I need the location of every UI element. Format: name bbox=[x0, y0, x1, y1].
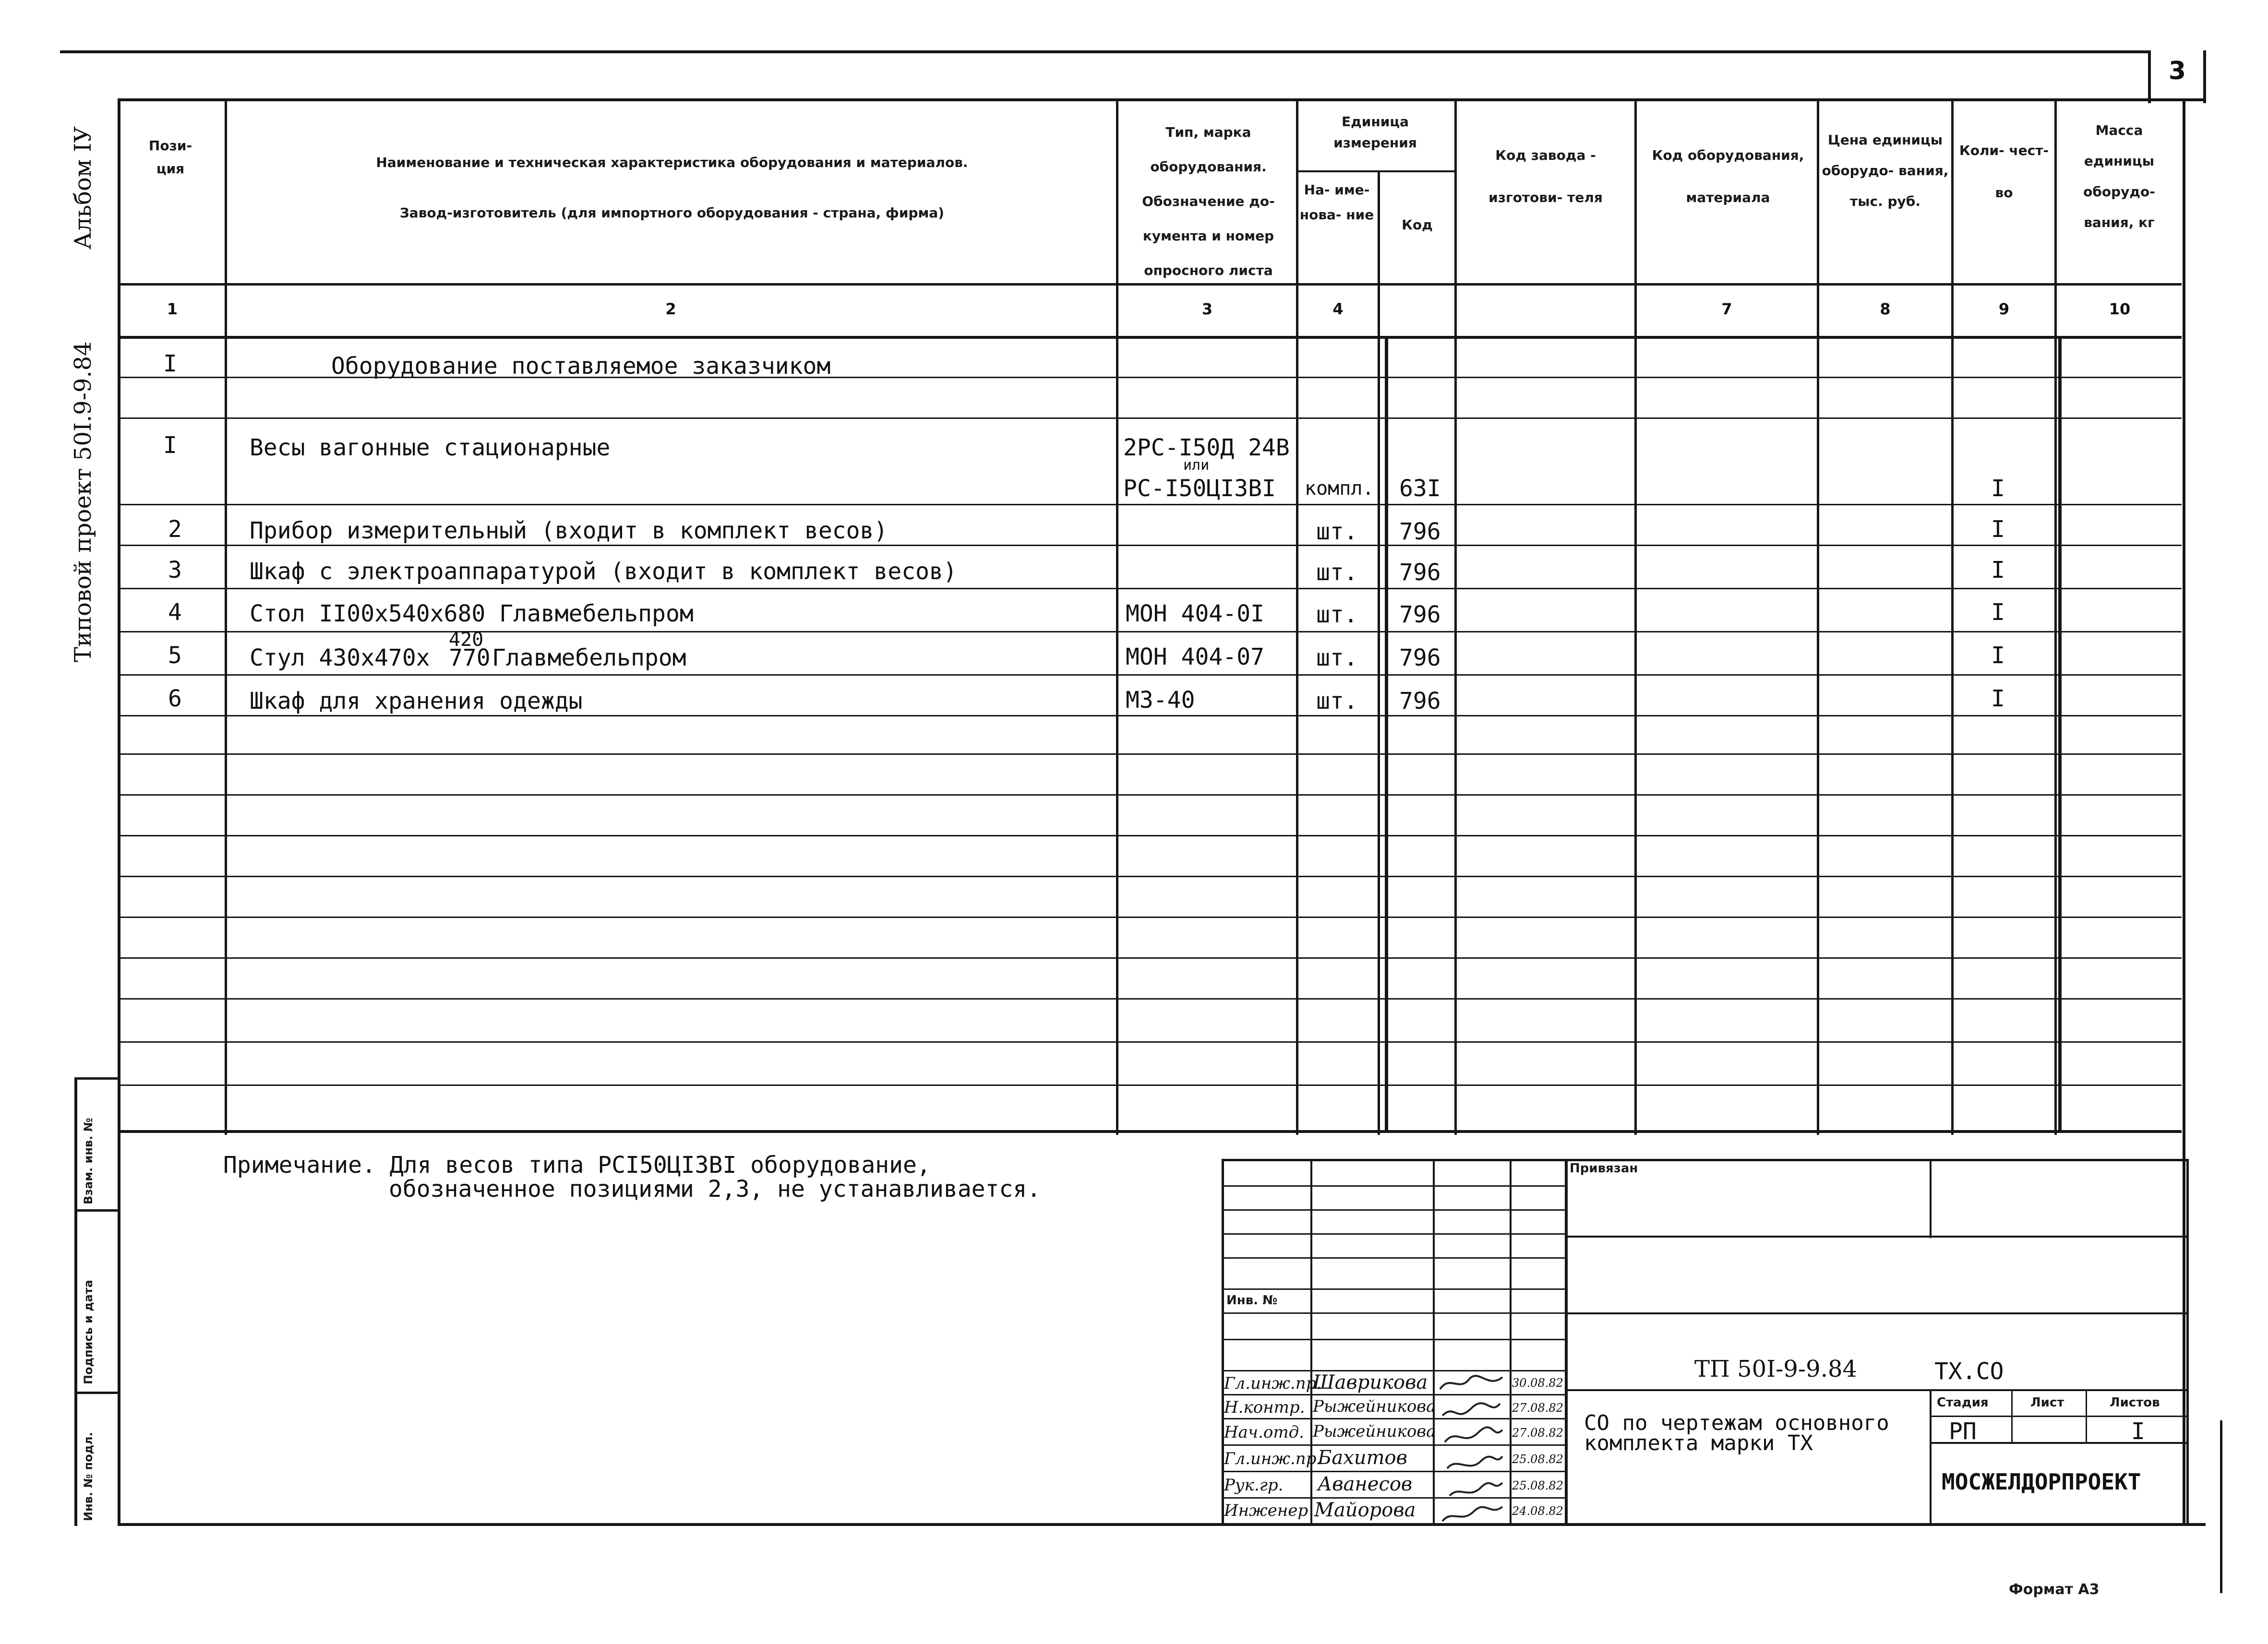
signer-name: Аванесов bbox=[1318, 1473, 1413, 1495]
row-qty: I bbox=[1991, 599, 2005, 626]
signer-date: 27.08.82 bbox=[1512, 1426, 1563, 1440]
stamp-inv-podl: Инв. № подл. bbox=[82, 1432, 95, 1521]
row-position: 5 bbox=[168, 642, 182, 669]
header-unit-code: Код bbox=[1402, 217, 1433, 233]
col-number-2: 2 bbox=[665, 300, 676, 318]
row-type: 2РС-I50Д 24В bbox=[1123, 434, 1290, 461]
row-name: Весы вагонные стационарные bbox=[250, 434, 611, 461]
col-number-1: 1 bbox=[167, 300, 178, 318]
stamp-signature-date: Подпись и дата bbox=[82, 1280, 95, 1384]
stamp-vzam-inv: Взам. инв. № bbox=[82, 1118, 95, 1204]
frame-top bbox=[118, 98, 2206, 101]
signer-name: Рыжейникова bbox=[1313, 1422, 1436, 1441]
document-code: ТП 50I-9-9.84 bbox=[1694, 1356, 1858, 1382]
row-qty: I bbox=[1991, 557, 2005, 584]
header-name-line2: Завод-изготовитель (для импортного оборудования - страна, фирма) bbox=[399, 205, 945, 221]
header-units-group: Единица измерения bbox=[1333, 114, 1417, 151]
row-unit: шт. bbox=[1316, 559, 1358, 586]
row-name-fraction-bottom: 770 bbox=[449, 644, 491, 671]
header-unit-name: На- име- нова- ние bbox=[1299, 182, 1374, 223]
row-qty: I bbox=[1991, 475, 2005, 502]
row-name-end: Главмебельпром bbox=[492, 644, 686, 671]
row-name: Шкаф с электроаппаратурой (входит в комплект весов) bbox=[250, 558, 957, 585]
header-type: Тип, марка оборудования. Обозначение до- кумента и номер опросного листа bbox=[1142, 124, 1275, 278]
row-qty: I bbox=[1991, 685, 2005, 712]
stage-value: РП bbox=[1949, 1418, 1977, 1445]
row-code: 796 bbox=[1399, 688, 1441, 715]
signer-date: 27.08.82 bbox=[1512, 1401, 1563, 1415]
row-name: Шкаф для хранения одежды bbox=[250, 688, 583, 715]
header-name-line1: Наименование и техническая характеристика оборудования и материалов. bbox=[376, 155, 968, 170]
row-position: I bbox=[163, 432, 177, 459]
row-code: 796 bbox=[1399, 518, 1441, 545]
signer-name: Рыжейникова bbox=[1313, 1397, 1436, 1416]
sheet-label: Лист bbox=[2030, 1395, 2064, 1410]
header-position: Пози- ция bbox=[148, 138, 192, 177]
sheets-value: I bbox=[2131, 1418, 2145, 1445]
col-number-7: 7 bbox=[1721, 300, 1732, 318]
row-name: Прибор измерительный (входит в комплект весов) bbox=[250, 517, 888, 544]
frame-right bbox=[2183, 98, 2185, 1526]
col-number-8: 8 bbox=[1880, 300, 1891, 318]
privyazan-label: Привязан bbox=[1570, 1161, 1638, 1176]
signer-name: Бахитов bbox=[1318, 1447, 1407, 1469]
row-position: 4 bbox=[168, 599, 182, 626]
row-code: 63I bbox=[1399, 475, 1441, 502]
col-number-9: 9 bbox=[1998, 300, 2010, 318]
row-code: 796 bbox=[1399, 601, 1441, 628]
col-number-3: 3 bbox=[1201, 300, 1213, 318]
stage-label: Стадия bbox=[1937, 1395, 1989, 1410]
row-position: I bbox=[163, 350, 177, 377]
signer-role: Рук.гр. bbox=[1224, 1476, 1284, 1495]
frame-bottom bbox=[118, 1523, 2206, 1526]
signer-date: 25.08.82 bbox=[1512, 1479, 1563, 1492]
note-line-2: обозначенное позициями 2,3, не устанавливается. bbox=[389, 1176, 1041, 1203]
row-qty: I bbox=[1991, 642, 2005, 669]
row-type-note: или bbox=[1183, 457, 1210, 474]
row-type: РС-I50ЦI3ВI bbox=[1123, 475, 1276, 502]
signer-name: Майорова bbox=[1314, 1499, 1416, 1521]
sheets-label: Листов bbox=[2110, 1395, 2160, 1410]
inv-no-label: Инв. № bbox=[1226, 1293, 1278, 1308]
album-label: Альбом IУ bbox=[70, 126, 96, 250]
row-type: М3-40 bbox=[1126, 687, 1195, 714]
project-label: Типовой проект 50I.9-9.84 bbox=[70, 341, 96, 662]
signer-role: Н.контр. bbox=[1224, 1398, 1305, 1417]
note-line-1: Примечание. Для весов типа РСI50ЦI3ВI оборудование, bbox=[223, 1152, 931, 1179]
row-name-start: Стул 430х470х bbox=[250, 644, 430, 671]
row-unit: шт. bbox=[1316, 601, 1358, 628]
header-price: Цена единицы оборудо- вания, тыс. руб. bbox=[1822, 132, 1949, 209]
row-unit: компл. bbox=[1305, 477, 1374, 500]
row-name: Оборудование поставляемое заказчиком bbox=[331, 353, 831, 380]
signature-scribbles bbox=[1435, 1370, 1510, 1524]
row-name: Стол II00х540х680 Главмебельпром bbox=[250, 600, 694, 627]
signer-date: 25.08.82 bbox=[1512, 1453, 1563, 1466]
sheet-number: 3 bbox=[2168, 57, 2186, 85]
row-type: МОН 404-0I bbox=[1126, 600, 1264, 627]
col-number-10: 10 bbox=[2109, 300, 2131, 318]
row-qty: I bbox=[1991, 516, 2005, 543]
signer-name: Шаврикова bbox=[1313, 1371, 1428, 1394]
signer-role: Нач.отд. bbox=[1224, 1423, 1304, 1442]
row-position: 3 bbox=[168, 557, 182, 584]
document-mark: ТХ.СО bbox=[1934, 1358, 2004, 1385]
row-name-fraction-top: 420 bbox=[449, 629, 484, 651]
col-number-4: 4 bbox=[1332, 300, 1344, 318]
row-position: 2 bbox=[168, 516, 182, 543]
row-code: 796 bbox=[1399, 644, 1441, 671]
header-quantity: Коли- чест- во bbox=[1959, 143, 2049, 201]
signer-role: Гл.инж.пр. bbox=[1224, 1449, 1322, 1468]
row-unit: шт. bbox=[1316, 518, 1358, 545]
signer-date: 24.08.82 bbox=[1512, 1504, 1563, 1518]
signer-role: Гл.инж.пр. bbox=[1224, 1374, 1322, 1393]
signer-role: Инженер bbox=[1224, 1501, 1308, 1520]
row-code: 796 bbox=[1399, 559, 1441, 586]
row-unit: шт. bbox=[1316, 688, 1358, 715]
row-type: МОН 404-07 bbox=[1126, 643, 1264, 670]
signer-date: 30.08.82 bbox=[1512, 1376, 1563, 1390]
header-equipment-code: Код оборудования, материала bbox=[1652, 147, 1804, 205]
header-factory-code: Код завода - изготови- теля bbox=[1488, 147, 1603, 205]
document-title: СО по чертежам основного комплекта марки ТХ bbox=[1584, 1411, 1889, 1455]
row-position: 6 bbox=[168, 685, 182, 712]
format-label: Формат А3 bbox=[2009, 1581, 2100, 1598]
row-unit: шт. bbox=[1316, 644, 1358, 671]
header-mass: Масса единицы оборудо- вания, кг bbox=[2083, 122, 2155, 230]
organization-name: МОСЖЕЛДОРПРОЕКТ bbox=[1942, 1469, 2141, 1495]
